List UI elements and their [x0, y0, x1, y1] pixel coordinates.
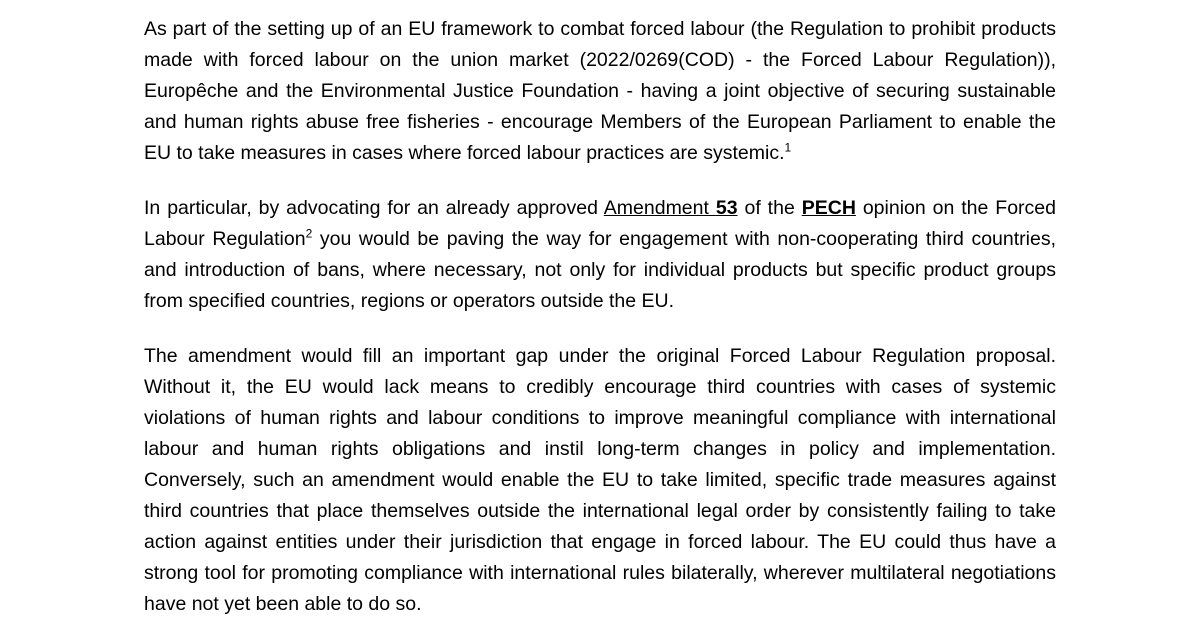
- paragraph-amendment-text-4: you would be paving the way for engagement with non-cooperating third countries, and introduction of bans, where necessary, not only for individual products but specific product groups from specified countries, regions or operators outside the EU.: [144, 228, 1057, 312]
- paragraph-amendment-text-2: of the: [737, 197, 802, 219]
- amendment-53-link[interactable]: [604, 197, 738, 219]
- amendment-label: Amendment: [603, 197, 716, 219]
- amendment-number: 53: [715, 197, 738, 219]
- paragraph-intro-text: As part of the setting up of an EU framework to combat forced labour (the Regulation to prohibit products made with forced labour on the union market (2022/0269(COD) - the Forced Labour Regulation)), Europêche and the Environmental Justice Foundation - having a joint objective of securing sustainable and human rights abuse free fisheries - encourage Members of the European Parliament to enable the EU to take measures in cases where forced labour practices are systemic.: [144, 18, 1056, 164]
- footnote-ref-2[interactable]: 2: [305, 226, 313, 241]
- paragraph-intro: [144, 14, 1056, 169]
- paragraph-gap: [144, 341, 1056, 620]
- paragraph-amendment-text-3: opinion on the Forced Labour Regulation: [144, 197, 1056, 250]
- paragraph-amendment-text-1: In particular, by advocating for an already approved: [144, 197, 604, 219]
- paragraph-gap-text: The amendment would fill an important gap under the original Forced Labour Regulation proposal. Without it, the EU would lack means to credibly encourage third countries with cases of systemic violations of human rights and labour conditions to improve meaningful compliance with international labour and human rights obligations and instil long-term changes in policy and implementation. Conversely, such an amendment would enable the EU to take limited, specific trade measures against third countries that place themselves outside the international legal order by consistently failing to take action against entities under their jurisdiction that engage in forced labour. The EU could thus have a strong tool for promoting compliance with international rules bilaterally, wherever multilateral negotiations have not yet been able to do so.: [144, 345, 1056, 615]
- paragraph-amendment: [144, 193, 1056, 317]
- document-page: [144, 14, 1056, 644]
- footnote-ref-1[interactable]: 1: [784, 140, 792, 155]
- pech-link[interactable]: PECH: [801, 197, 856, 219]
